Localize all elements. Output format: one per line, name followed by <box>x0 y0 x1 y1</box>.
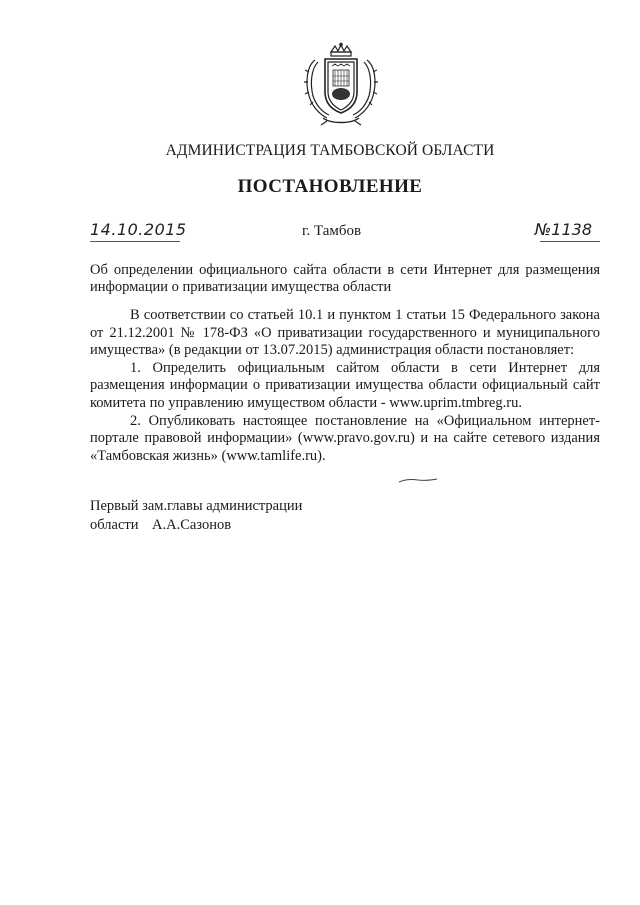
signature-block <box>90 497 390 535</box>
date-underline <box>90 241 180 242</box>
document-number: №1138 <box>534 220 592 239</box>
document-type-title: ПОСТАНОВЛЕНИЕ <box>237 176 423 197</box>
body-paragraph: 2. Опубликовать настоящее постановление на «Официальном интернет-портале правовой информации» (www.pravo.gov.ru) и на сайте сетевого издания «Тамбовская жизнь» (www.tamlife.ru). <box>90 412 600 464</box>
signatory-name: А.А.Сазонов <box>152 517 232 533</box>
body-paragraph: 1. Определить официальным сайтом области в сети Интернет для размещения информации о приватизации имущества области официальный сайт комитета по управлению имуществом области - www.uprim.tmbreg.ru. <box>90 359 600 411</box>
signature-line <box>90 516 390 535</box>
document-city: г. Тамбов <box>302 223 362 239</box>
document-subject: Об определении официального сайта области в сети Интернет для размещения информации о приватизации имущества области <box>90 262 600 295</box>
document-meta-row <box>90 222 600 244</box>
coat-of-arms-emblem <box>301 42 381 126</box>
organization-name: АДМИНИСТРАЦИЯ ТАМБОВСКОЙ ОБЛАСТИ <box>165 142 495 159</box>
document-date: 14.10.2015 <box>90 220 187 239</box>
signature-position-area: области <box>90 517 139 533</box>
document-body <box>90 307 600 465</box>
body-paragraph: В соответствии со статьей 10.1 и пунктом 1 статьи 15 Федерального закона от 21.12.2001 № 178-ФЗ «О приватизации государственного и муниципального имущества» (в редакции от 13.07.2015) администрация области постановляет: <box>90 307 600 359</box>
pen-mark <box>398 476 438 486</box>
signature-position: Первый зам.главы администрации <box>90 498 303 514</box>
number-underline <box>540 241 600 242</box>
